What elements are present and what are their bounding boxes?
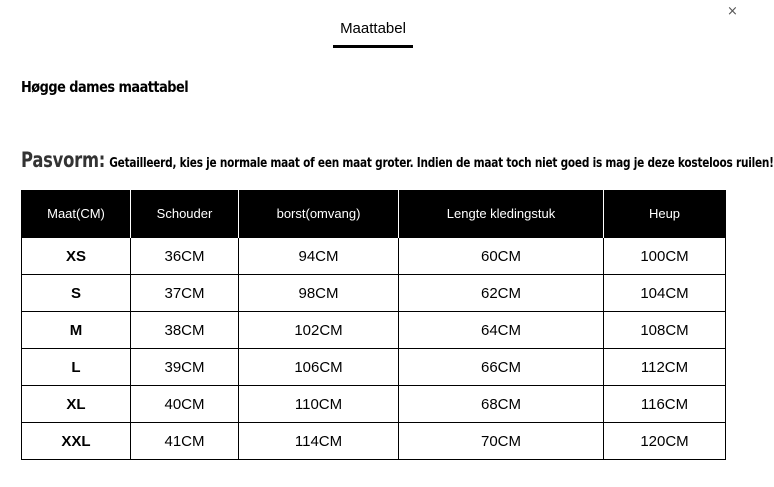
heup-cell: 112CM xyxy=(604,349,726,386)
lengte-cell: 60CM xyxy=(399,238,604,275)
table-row xyxy=(22,386,726,423)
schouder-cell: 36CM xyxy=(131,238,239,275)
close-icon[interactable]: × xyxy=(727,4,738,19)
page-title: Høgge dames maattabel xyxy=(21,78,189,96)
heup-cell: 104CM xyxy=(604,275,726,312)
size-cell: XXL xyxy=(22,423,131,460)
table-row xyxy=(22,423,726,460)
size-cell: XS xyxy=(22,238,131,275)
header-borst: borst(omvang) xyxy=(239,190,399,238)
schouder-cell: 37CM xyxy=(131,275,239,312)
header-heup: Heup xyxy=(604,190,726,238)
fit-label: Pasvorm: xyxy=(21,148,106,172)
schouder-cell: 40CM xyxy=(131,386,239,423)
table-row xyxy=(22,312,726,349)
lengte-cell: 66CM xyxy=(399,349,604,386)
header-maat: Maat(CM) xyxy=(22,190,131,238)
table-header-row xyxy=(22,190,726,238)
table-row xyxy=(22,238,726,275)
lengte-cell: 70CM xyxy=(399,423,604,460)
schouder-cell: 38CM xyxy=(131,312,239,349)
heup-cell: 108CM xyxy=(604,312,726,349)
tab-active-indicator xyxy=(333,45,413,48)
borst-cell: 110CM xyxy=(239,386,399,423)
size-table xyxy=(21,190,726,460)
size-cell: S xyxy=(22,275,131,312)
header-schouder: Schouder xyxy=(131,190,239,238)
lengte-cell: 64CM xyxy=(399,312,604,349)
table-row xyxy=(22,349,726,386)
size-cell: XL xyxy=(22,386,131,423)
borst-cell: 98CM xyxy=(239,275,399,312)
schouder-cell: 41CM xyxy=(131,423,239,460)
schouder-cell: 39CM xyxy=(131,349,239,386)
size-cell: M xyxy=(22,312,131,349)
size-cell: L xyxy=(22,349,131,386)
borst-cell: 106CM xyxy=(239,349,399,386)
table-row xyxy=(22,275,726,312)
tab-maattabel[interactable]: Maattabel xyxy=(340,20,406,37)
borst-cell: 94CM xyxy=(239,238,399,275)
heup-cell: 120CM xyxy=(604,423,726,460)
fit-text: Getailleerd, kies je normale maat of een maat groter. Indien de maat toch niet goed is mag je deze kosteloos ruilen! xyxy=(109,155,774,171)
fit-note xyxy=(21,148,774,172)
borst-cell: 114CM xyxy=(239,423,399,460)
lengte-cell: 68CM xyxy=(399,386,604,423)
heup-cell: 100CM xyxy=(604,238,726,275)
lengte-cell: 62CM xyxy=(399,275,604,312)
borst-cell: 102CM xyxy=(239,312,399,349)
header-lengte: Lengte kledingstuk xyxy=(399,190,604,238)
heup-cell: 116CM xyxy=(604,386,726,423)
